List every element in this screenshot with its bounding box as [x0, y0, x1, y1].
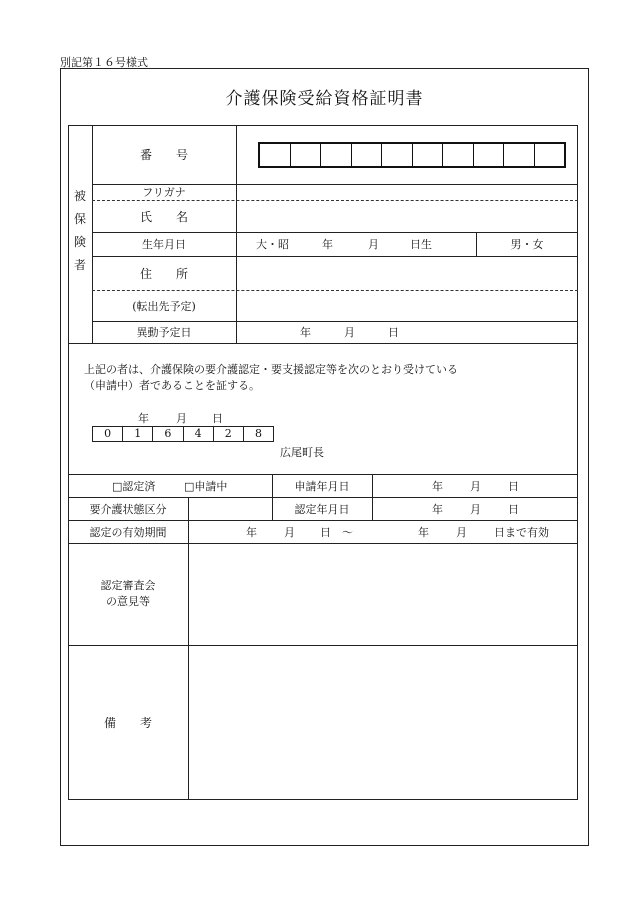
remarks-label: 備 考 — [103, 716, 152, 730]
issue-day-unit: 日 — [212, 412, 223, 425]
insured-side-label: 被 保 険 者 — [73, 189, 86, 272]
issuer-name: 広尾町長 — [280, 446, 324, 459]
transfer-destination-field[interactable] — [237, 292, 577, 320]
certification-statement-line2: （申請中）者であることを証する。 — [84, 379, 260, 392]
certification-statement-line1: 上記の者は、介護保険の要介護認定・要支援認定等を次のとおり受けている — [84, 363, 458, 376]
insurer-code-digit: 2 — [214, 427, 244, 441]
move-date-label: 異動予定日 — [136, 326, 192, 339]
transfer-destination-label: (転出先予定) — [132, 299, 196, 313]
number-digit-box[interactable] — [352, 144, 383, 166]
care-level-field[interactable] — [189, 498, 271, 519]
insurer-code-digit: 0 — [93, 427, 123, 441]
insured-number-boxes[interactable] — [258, 142, 566, 168]
furigana-label: フリガナ — [142, 186, 186, 199]
name-field[interactable] — [237, 202, 577, 231]
section-divider — [68, 343, 578, 344]
certification-day-unit: 日 — [508, 502, 519, 516]
move-month-unit: 月 — [344, 326, 355, 339]
insured-number-label: 番 号 — [139, 148, 188, 162]
form-title: 介護保険受給資格証明書 — [225, 89, 424, 109]
applying-checkbox[interactable]: □申請中 — [184, 479, 228, 493]
application-month-unit: 月 — [470, 479, 481, 493]
validity-to-year-unit: 年 — [418, 525, 429, 539]
birth-month-unit: 月 — [368, 238, 379, 251]
insurer-code-digit: 8 — [254, 427, 262, 440]
certification-month-unit: 月 — [470, 502, 481, 516]
validity-from-year-unit: 年 — [246, 525, 257, 539]
issue-month-unit: 月 — [176, 412, 187, 425]
number-digit-box[interactable] — [474, 144, 505, 166]
date-label-divider-right — [372, 474, 373, 520]
number-digit-box[interactable] — [535, 144, 565, 166]
application-year-unit: 年 — [432, 479, 443, 493]
number-digit-box[interactable] — [291, 144, 322, 166]
number-digit-box[interactable] — [504, 144, 535, 166]
application-day-unit: 日 — [508, 479, 519, 493]
validity-to-day-unit: 日まで有効 — [494, 525, 549, 539]
validity-to-month-unit: 月 — [456, 525, 467, 539]
furigana-field[interactable] — [237, 185, 577, 199]
insurer-code-digit: 1 — [123, 427, 153, 441]
care-level-label: 要介護状態区分 — [89, 502, 167, 516]
move-day-unit: 日 — [388, 326, 399, 339]
birth-date-label: 生年月日 — [142, 238, 186, 251]
move-year-unit: 年 — [300, 326, 311, 339]
birth-era: 大・昭 — [256, 238, 289, 251]
issue-year-unit: 年 — [138, 412, 149, 425]
insurer-code-digit: 6 — [153, 427, 183, 441]
insurer-code-boxes — [92, 426, 274, 442]
number-digit-box[interactable] — [321, 144, 352, 166]
number-digit-box[interactable] — [260, 144, 291, 166]
certified-checkbox[interactable]: □認定済 — [112, 479, 156, 493]
remarks-field[interactable] — [189, 647, 577, 799]
birth-year-unit: 年 — [322, 238, 333, 251]
number-digit-box[interactable] — [413, 144, 444, 166]
number-digit-box[interactable] — [382, 144, 413, 166]
name-label: 氏 名 — [139, 209, 188, 224]
validity-from-month-unit: 月 — [284, 525, 295, 539]
insurer-code-digit: 4 — [184, 427, 214, 441]
review-committee-field[interactable] — [189, 545, 577, 644]
gender-choice[interactable]: 男・女 — [510, 238, 544, 251]
validity-from-day-unit: 日 ～ — [320, 525, 353, 539]
certification-date-label: 認定年月日 — [294, 502, 350, 516]
application-date-label: 申請年月日 — [294, 479, 350, 493]
number-digit-box[interactable] — [443, 144, 474, 166]
address-field[interactable] — [237, 258, 577, 289]
form-number-label: 別記第１６号様式 — [60, 56, 148, 69]
review-committee-label: 認定審査会 の意見等 — [100, 579, 156, 608]
address-label: 住 所 — [139, 266, 188, 281]
certification-year-unit: 年 — [432, 502, 443, 516]
validity-period-label: 認定の有効期間 — [89, 525, 167, 539]
birth-day-unit: 日生 — [410, 238, 432, 251]
